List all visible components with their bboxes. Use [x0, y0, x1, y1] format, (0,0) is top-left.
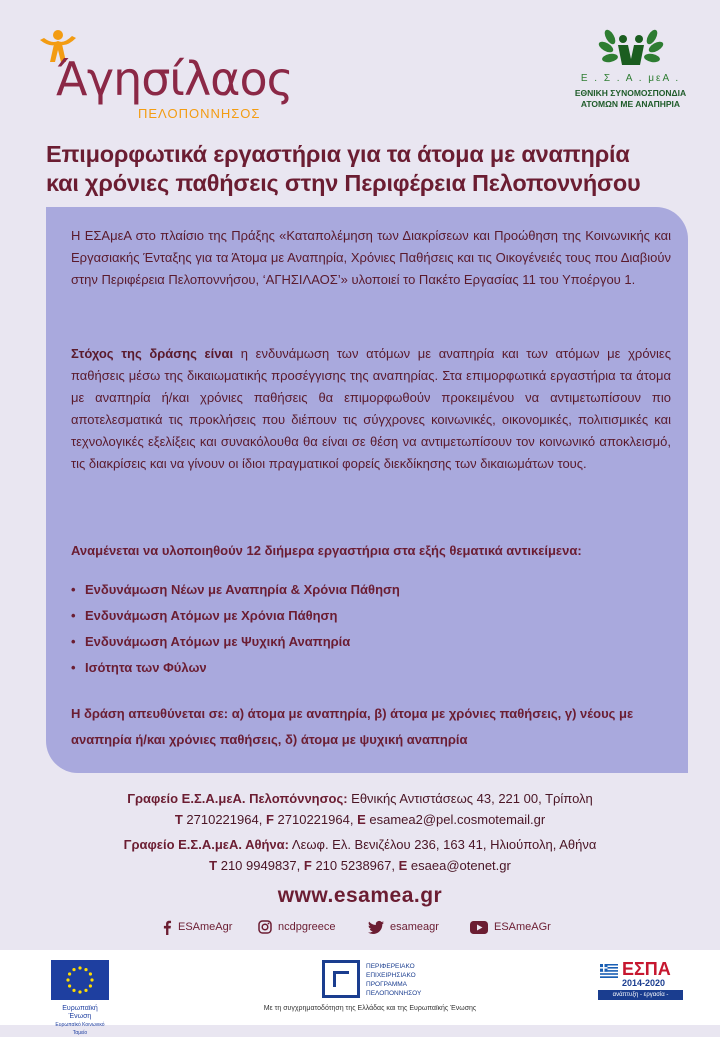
goal-text: η ενδυνάμωση των ατόμων με αναπηρία και των ατόμων με χρόνιες παθήσεις μέσω της δικαιωματικής προσέγγισης της αναπηρίας. Στα επιμορφωτικά εργαστήρια τα άτομα με αναπηρία ή/και χρόνιες παθήσεις θα επιμορφωθούν προκειμένου να αντιμετωπίσουν πιο αποτελεσματικά τις προκλήσεις που διέπουν τις σύγχρονες κοινωνικές, οικονομικές, πολιτισμικές και τεχνολογικές εξελίξεις και συνακόλουθα θα είναι σε θέση να αντιμετωπίσουν τον κοινωνικό αποκλεισμό, τις διακρίσεις και να γίνουν οι ίδιοι πραγματικοί φορείς διεκδίκησης των δικαιωμάτων τους. — [71, 346, 671, 471]
social-facebook[interactable]: ESAmeAgr — [162, 918, 232, 936]
logo-wordmark: Άγησίλαος — [56, 52, 293, 106]
topics-list — [71, 577, 400, 681]
intro-paragraph: Η ΕΣΑμεΑ στο πλαίσιο της Πράξης «Καταπολέμηση των Διακρίσεων και Προώθηση της Κοινωνικής και Εργασιακής Ένταξης για τα Άτομα με Αναπηρία, Χρόνιες Παθήσεις και τις Οικογένειές τους που Διαβιούν στην Περιφέρεια Πελοποννήσου, ‘ΑΓΗΣΙΛΑΟΣ’» υλοποιεί το Πακέτο Εργασίας 11 του Υποέργου 1. — [71, 228, 671, 287]
list-item: • Ενδυνάμωση Νέων με Αναπηρία & Χρόνια Πάθηση — [71, 577, 400, 603]
pep-emblem-icon — [322, 960, 360, 998]
espa-wordmark: ΕΣΠΑ — [622, 959, 671, 979]
cofunding-note: Με τη συγχρηματοδότηση της Ελλάδας και της Ευρωπαϊκής Ένωσης — [263, 1005, 477, 1012]
greek-flag-icon — [600, 964, 618, 978]
page-title: Επιμορφωτικά εργαστήρια για τα άτομα με αναπηρία και χρόνιες παθήσεις στην Περιφέρεια Πελοποννήσου — [46, 141, 641, 196]
goal-label: Στόχος της δράσης είναι — [71, 346, 234, 361]
fax-number: 210 5238967 — [315, 858, 392, 873]
fax-number: 2710221964 — [277, 812, 350, 827]
office-label: Γραφείο Ε.Σ.Α.μεΑ. Πελοπόννησος: — [127, 791, 348, 806]
pep-label: ΠΕΡΙΦΕΡΕΙΑΚΟ ΕΠΙΧΕΙΡΗΣΙΑΚΟ ΠΡΟΓΡΑΜΜΑ ΠΕΛΟΠΟΝΝΗΣΟΥ — [366, 963, 422, 997]
twitter-icon — [368, 921, 384, 934]
facebook-icon — [162, 920, 172, 935]
org-name: ΕΘΝΙΚΗ ΣΥΝΟΜΟΣΠΟΝΔΙΑ ΑΤΟΜΩΝ ΜΕ ΑΝΑΠΗΡΙΑ — [574, 88, 687, 109]
office-address: Εθνικής Αντιστάσεως 43, 221 00, Τρίπολη — [347, 791, 593, 806]
contact-athens: Γραφείο Ε.Σ.Α.μεΑ. Αθήνα: Λεωφ. Ελ. Βενιζέλου 236, 163 41, Ηλιούπολη, Αθήνα T 210 9949837, F 210 5238967, E esaea@otenet.gr — [123, 837, 597, 873]
email-link[interactable]: esaea@otenet.gr — [410, 858, 511, 873]
youtube-icon — [470, 921, 488, 934]
email-link[interactable]: esamea2@pel.cosmotemail.gr — [369, 812, 546, 827]
phone-number: 210 9949837 — [220, 858, 297, 873]
contact-peloponnese: Γραφείο Ε.Σ.Α.μεΑ. Πελοπόννησος: Εθνικής Αντιστάσεως 43, 221 00, Τρίπολη T 2710221964, F 2710221964, E esamea2@pel.cosmotemail.gr — [127, 791, 593, 827]
espa-years: 2014-2020 — [622, 978, 666, 988]
list-item: • Ισότητα των Φύλων — [71, 655, 400, 681]
phone-number: 2710221964 — [186, 812, 259, 827]
agisilaos-logo — [38, 28, 298, 123]
list-item: • Ενδυνάμωση Ατόμων με Χρόνια Πάθηση — [71, 603, 400, 629]
audience-paragraph: Η δράση απευθύνεται σε: α) άτομα με αναπηρία, β) άτομα με χρόνιες παθήσεις, γ) νέους με αναπηρία ή/και χρόνιες παθήσεις, δ) άτομα με ψυχική αναπηρία — [71, 706, 634, 747]
office-label: Γραφείο Ε.Σ.Α.μεΑ. Αθήνα: — [123, 837, 289, 852]
header — [0, 0, 720, 130]
funding-footer — [0, 950, 720, 1036]
esamea-logo — [568, 25, 693, 125]
espa-logo — [598, 959, 683, 1008]
laurel-emblem-icon — [596, 25, 666, 71]
website-link[interactable]: www.esamea.gr — [277, 884, 443, 907]
social-twitter[interactable]: esameagr — [368, 918, 439, 936]
social-instagram[interactable]: ncdpgreece — [258, 918, 336, 936]
instagram-icon — [258, 920, 272, 934]
goal-paragraph — [71, 343, 671, 475]
content-box — [46, 207, 688, 773]
logo-region: ΠΕΛΟΠΟΝΝΗΣΟΣ — [138, 106, 261, 121]
eu-flag-icon — [51, 960, 109, 1000]
pep-logo — [322, 960, 442, 1000]
social-youtube[interactable]: ESAmeAGr — [470, 918, 551, 936]
espa-slogan: ανάπτυξη - εργασία - αλληλεγγύη — [598, 990, 683, 1000]
eu-label: Ευρωπαϊκή Ένωση Ευρωπαϊκό Κοινωνικό Ταμείο — [55, 1005, 105, 1036]
expect-heading: Αναμένεται να υλοποιηθούν 12 διήμερα εργαστήρια στα εξής θεματικά αντικείμενα: — [71, 543, 582, 558]
eu-logo — [50, 960, 110, 1037]
org-abbreviation: Ε . Σ . Α . μεΑ . — [580, 73, 681, 84]
list-item: • Ενδυνάμωση Ατόμων με Ψυχική Αναπηρία — [71, 629, 400, 655]
office-address: Λεωφ. Ελ. Βενιζέλου 236, 163 41, Ηλιούπολη, Αθήνα — [288, 837, 597, 852]
